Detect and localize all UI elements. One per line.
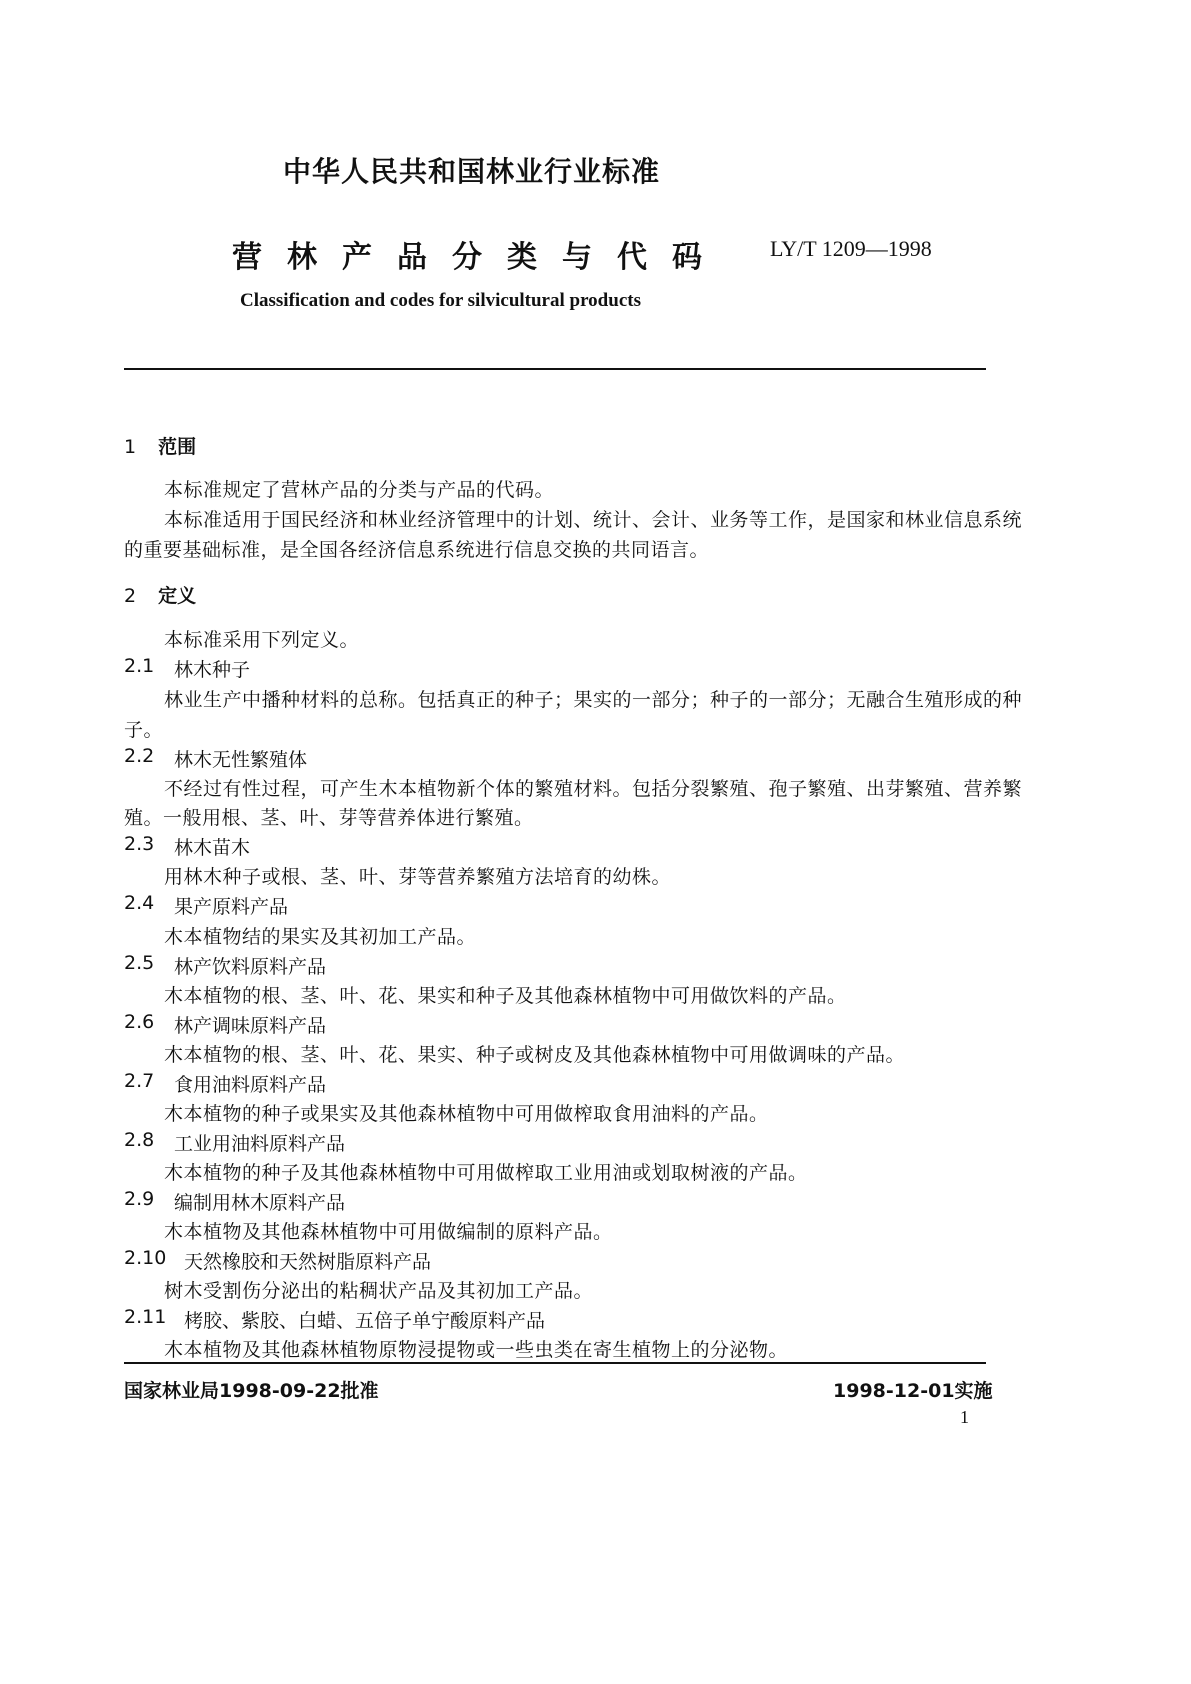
definition-number: 2.5 (124, 952, 155, 974)
definition-text-line: 木本植物结的果实及其初加工产品。 (164, 926, 477, 948)
definition-term: 果产原料产品 (174, 896, 289, 918)
standard-code: LY/T 1209—1998 (770, 236, 932, 261)
definition-term: 栲胶、紫胶、白蜡、五倍子单宁酸原料产品 (184, 1310, 546, 1332)
document-title: 营林产品分类与代码 (232, 240, 727, 275)
definition-number: 2.8 (124, 1129, 155, 1151)
definition-number: 2.10 (124, 1247, 167, 1269)
definition-number: 2.7 (124, 1070, 155, 1092)
definition-term: 天然橡胶和天然树脂原料产品 (184, 1251, 432, 1273)
section-1-para-2-line-1: 本标准适用于国民经济和林业经济管理中的计划、统计、会计、业务等工作，是国家和林业信息系统 (164, 509, 1023, 531)
header-divider (124, 368, 986, 370)
section-1-para-1: 本标准规定了营林产品的分类与产品的代码。 (164, 479, 555, 501)
definition-number: 2.4 (124, 892, 155, 914)
definition-term: 林产饮料原料产品 (174, 956, 327, 978)
definition-text-line: 用林木种子或根、茎、叶、芽等营养繁殖方法培育的幼株。 (164, 866, 672, 888)
page-number: 1 (960, 1407, 969, 1427)
footer-divider (124, 1362, 986, 1364)
definition-text-line: 树木受割伤分泌出的粘稠状产品及其初加工产品。 (164, 1280, 594, 1302)
definition-text-line: 木本植物的种子或果实及其他森林植物中可用做榨取食用油料的产品。 (164, 1103, 769, 1125)
definition-text-line: 木本植物的根、茎、叶、花、果实和种子及其他森林植物中可用做饮料的产品。 (164, 985, 847, 1007)
section-1-para-2-line-2: 的重要基础标准，是全国各经济信息系统进行信息交换的共同语言。 (124, 539, 710, 561)
definition-number: 2.2 (124, 745, 155, 767)
definition-term: 林产调味原料产品 (174, 1015, 327, 1037)
section-2-number: 2 (124, 585, 137, 607)
definition-term: 林木苗木 (174, 837, 251, 859)
definition-number: 2.1 (124, 655, 155, 677)
definition-number: 2.3 (124, 833, 155, 855)
section-2-intro: 本标准采用下列定义。 (164, 629, 360, 651)
definition-term: 编制用林木原料产品 (174, 1192, 346, 1214)
issuing-organization: 中华人民共和国林业行业标准 (283, 155, 661, 188)
section-1-title: 范围 (158, 436, 197, 458)
definition-text-line: 木本植物及其他森林植物原物浸提物或一些虫类在寄生植物上的分泌物。 (164, 1339, 789, 1361)
definition-text-line: 木本植物的根、茎、叶、花、果实、种子或树皮及其他森林植物中可用做调味的产品。 (164, 1044, 906, 1066)
section-2-heading (124, 581, 196, 608)
section-1-heading (124, 432, 196, 459)
definition-term: 林木种子 (174, 659, 251, 681)
definition-number: 2.6 (124, 1011, 155, 1033)
definition-term: 工业用油料原料产品 (174, 1133, 346, 1155)
section-1-number: 1 (124, 436, 137, 458)
definition-text-line: 子。 (124, 719, 164, 741)
english-title: Classification and codes for silvicultural products (240, 290, 641, 311)
definition-term: 林木无性繁殖体 (174, 749, 308, 771)
definition-number: 2.9 (124, 1188, 155, 1210)
definition-text-line: 殖。一般用根、茎、叶、芽等营养体进行繁殖。 (124, 807, 534, 829)
implementation-date: 1998-12-01实施 (833, 1380, 993, 1402)
approval-date: 国家林业局1998-09-22批准 (124, 1380, 379, 1402)
definition-text-line: 木本植物的种子及其他森林植物中可用做榨取工业用油或划取树液的产品。 (164, 1162, 808, 1184)
definition-term: 食用油料原料产品 (174, 1074, 327, 1096)
section-2-title: 定义 (158, 585, 197, 607)
definition-text-line: 林业生产中播种材料的总称。包括真正的种子；果实的一部分；种子的一部分；无融合生殖形成的种 (164, 689, 1023, 711)
definition-text-line: 木本植物及其他森林植物中可用做编制的原料产品。 (164, 1221, 613, 1243)
definition-number: 2.11 (124, 1306, 167, 1328)
definition-text-line: 不经过有性过程，可产生木本植物新个体的繁殖材料。包括分裂繁殖、孢子繁殖、出芽繁殖、营养繁 (164, 778, 1023, 800)
